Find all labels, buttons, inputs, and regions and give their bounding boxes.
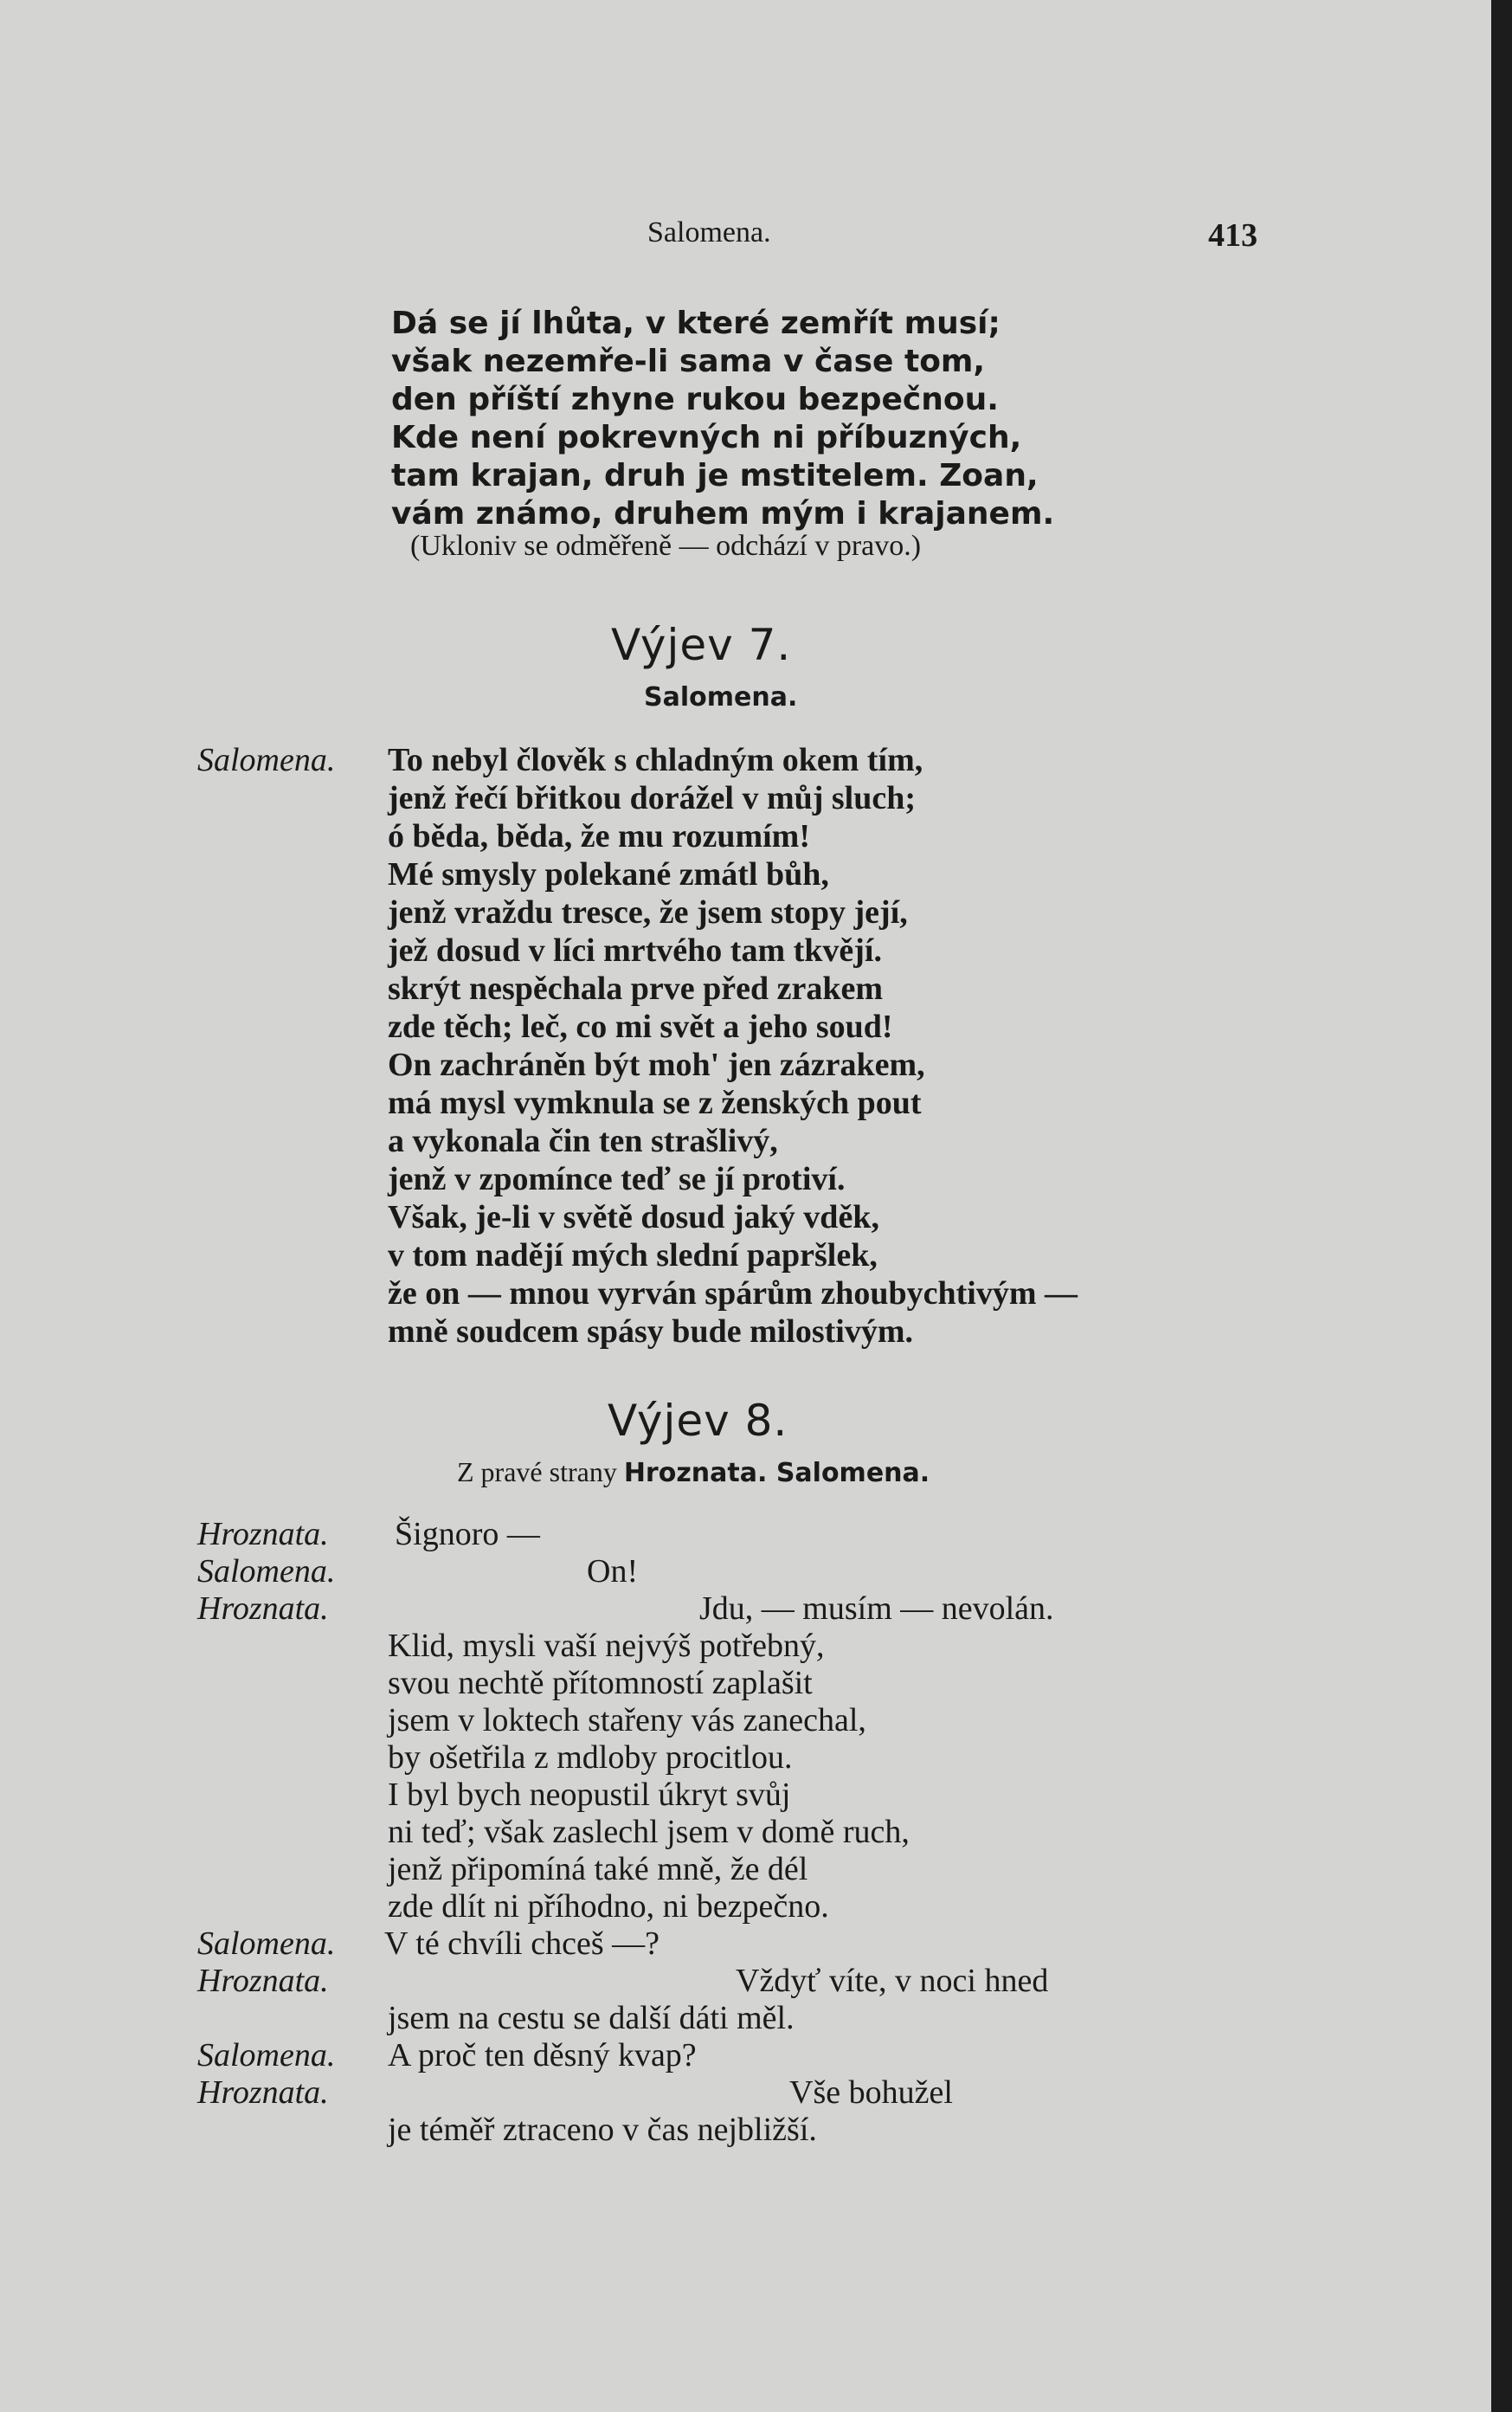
dialogue-line: ni teď; však zaslechl jsem v domě ruch, — [388, 1814, 910, 1850]
verse-line: tam krajan, druh je mstitelem. Zoan, — [391, 458, 1039, 493]
dialogue-line: by ošetřila z mdloby procitlou. — [388, 1739, 793, 1776]
speaker-name: Salomena. — [197, 1925, 336, 1962]
speaker-name: Hroznata. — [197, 1590, 329, 1627]
monologue-line: Však, je-li v světě dosud jaký vděk, — [388, 1199, 879, 1235]
dialogue-line: je téměř ztraceno v čas nejbližší. — [388, 2112, 817, 2148]
scene-title: Výjev 7. — [611, 620, 792, 670]
dialogue-line: Vše bohužel — [789, 2074, 953, 2111]
running-header: Salomena. — [647, 216, 771, 248]
dialogue-line: V té chvíli chceš —? — [384, 1925, 659, 1962]
verse-line: však nezemře-li sama v čase tom, — [391, 344, 986, 379]
dialogue-line: On! — [587, 1553, 639, 1590]
dialogue-line: A proč ten děsný kvap? — [388, 2037, 697, 2073]
scene-title: Výjev 8. — [608, 1396, 788, 1446]
scene-characters-names: Salomena. — [644, 682, 798, 713]
monologue-line: zde těch; leč, co mi svět a jeho soud! — [388, 1009, 893, 1045]
dialogue-line: Vždyť víte, v noci hned — [736, 1963, 1049, 1999]
scene-characters — [457, 1456, 930, 1488]
monologue-line: že on — mnou vyrván spárům zhoubychtivým — — [388, 1275, 1078, 1312]
verse-line: vám známo, druhem mým i krajanem. — [391, 496, 1055, 532]
monologue-line: To nebyl člověk s chladným okem tím, — [388, 742, 923, 778]
dialogue-line: jsem v loktech stařeny vás zanechal, — [388, 1702, 866, 1738]
speaker-name: Salomena. — [197, 742, 336, 778]
dialogue-line: svou nechtě přítomností zaplašit — [388, 1665, 813, 1701]
dialogue-line: Šignoro — — [395, 1516, 540, 1552]
monologue-line: On zachráněn být moh' jen zázrakem, — [388, 1047, 925, 1083]
stage-direction: (Ukloniv se odměřeně — odchází v pravo.) — [410, 530, 922, 562]
monologue-line: má mysl vymknula se z ženských pout — [388, 1085, 922, 1121]
monologue-line: jenž v zpomínce teď se jí protiví. — [388, 1161, 846, 1197]
monologue-line: mně soudcem spásy bude milostivým. — [388, 1313, 913, 1350]
monologue-line: v tom nadějí mých slední papršlek, — [388, 1237, 878, 1274]
verse-line: den příští zhyne rukou bezpečnou. — [391, 382, 999, 417]
monologue-line: skrýt nespěchala prve před zrakem — [388, 971, 884, 1007]
dialogue-line: jenž připomíná také mně, že dél — [388, 1851, 808, 1887]
dialogue-line: zde dlít ni příhodno, ni bezpečno. — [388, 1888, 829, 1925]
monologue-line: Mé smysly polekané zmátl bůh, — [388, 856, 829, 893]
monologue-line: jež dosud v líci mrtvého tam tkvějí. — [388, 932, 882, 969]
speaker-name: Hroznata. — [197, 1963, 329, 1999]
monologue-line: ó běda, běda, že mu rozumím! — [388, 818, 810, 855]
verse-line: Kde není pokrevných ni příbuzných, — [391, 420, 1022, 455]
monologue-line: a vykonala čin ten strašlivý, — [388, 1123, 778, 1159]
speaker-name: Hroznata. — [197, 2074, 329, 2111]
speaker-name: Hroznata. — [197, 1516, 329, 1552]
scene-characters-prefix: Z pravé strany — [457, 1456, 617, 1487]
speaker-name: Salomena. — [197, 1553, 336, 1590]
verse-line: Dá se jí lhůta, v které zemřít musí; — [391, 306, 1000, 341]
page-number: 413 — [1208, 217, 1258, 254]
scene-characters — [644, 680, 797, 713]
dialogue-line: Klid, mysli vaší nejvýš potřebný, — [388, 1628, 825, 1664]
speaker-name: Salomena. — [197, 2037, 336, 2073]
dialogue-line: I byl bych neopustil úkryt svůj — [388, 1777, 791, 1813]
dialogue-line: jsem na cestu se další dáti měl. — [388, 2000, 795, 2036]
monologue-line: jenž řečí břitkou dorážel v můj sluch; — [388, 780, 917, 816]
dialogue-line: Jdu, — musím — nevolán. — [699, 1590, 1054, 1627]
monologue-line: jenž vraždu tresce, že jsem stopy její, — [388, 894, 908, 931]
scene-characters-names: Hroznata. Salomena. — [623, 1458, 930, 1488]
